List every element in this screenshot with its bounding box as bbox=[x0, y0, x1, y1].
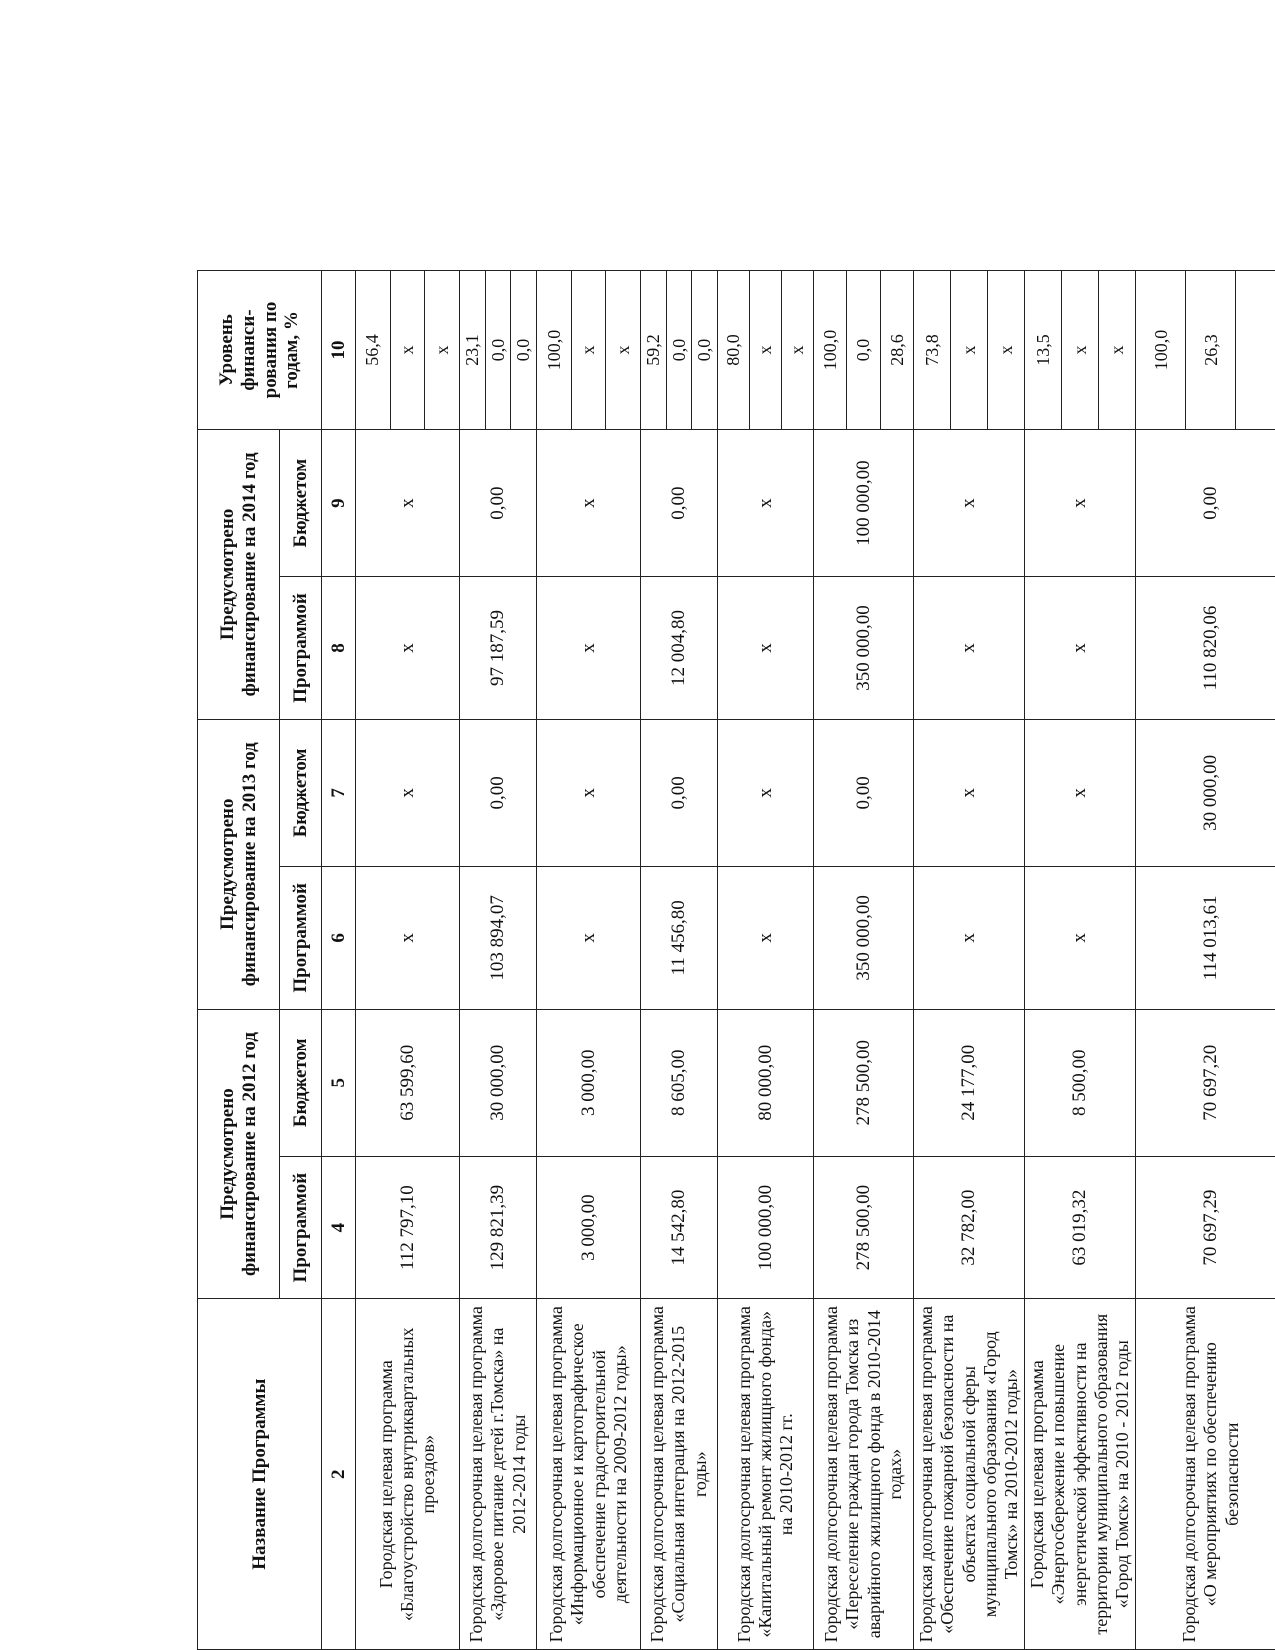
value-b2013: 0,00 bbox=[814, 719, 914, 866]
value-b2013: х bbox=[537, 719, 641, 866]
level-2013: 0,0 bbox=[485, 271, 511, 430]
value-p2012: 63 019,32 bbox=[1025, 1156, 1136, 1299]
value-b2013: х bbox=[914, 719, 1025, 866]
table-row bbox=[718, 271, 750, 1650]
value-b2013: 0,00 bbox=[641, 719, 718, 866]
level-2014: х bbox=[782, 271, 814, 430]
value-b2012: 30 000,00 bbox=[459, 1009, 536, 1156]
column-number: 4 bbox=[322, 1156, 356, 1299]
program-name: Городская долгосрочная целевая программа «Здоровое питание детей г.Томска» на 2012-2014 годы bbox=[459, 1299, 536, 1650]
level-2013: 0,0 bbox=[666, 271, 692, 430]
value-p2012: 129 821,39 bbox=[459, 1156, 536, 1299]
value-p2012: 70 697,29 bbox=[1136, 1156, 1275, 1299]
value-b2013: 0,00 bbox=[459, 719, 536, 866]
subheader-budget: Бюджетом bbox=[280, 429, 322, 576]
value-b2012: 8 500,00 bbox=[1025, 1009, 1136, 1156]
level-2013: х bbox=[750, 271, 782, 430]
column-number: 9 bbox=[322, 429, 356, 576]
program-name: Городская долгосрочная целевая программа «Обеспечение пожарной безопасности на объектах социальной сферы муниципального образования «Город Томск» на 2010-2012 годы» bbox=[914, 1299, 1025, 1650]
value-b2012: 24 177,00 bbox=[914, 1009, 1025, 1156]
column-number: 8 bbox=[322, 577, 356, 720]
value-p2012: 278 500,00 bbox=[814, 1156, 914, 1299]
value-p2014: 97 187,59 bbox=[459, 577, 536, 720]
header-level: Уровень финанси-рования по годам, % bbox=[198, 271, 322, 430]
header-2014: Предусмотрено финансирование на 2014 год bbox=[198, 429, 280, 719]
level-2014: 28,6 bbox=[880, 271, 913, 430]
table-row bbox=[459, 271, 485, 1650]
program-name: Городская долгосрочная целевая программа «О мероприятиях по обеспечению безопасности bbox=[1136, 1299, 1275, 1650]
program-name: Городская долгосрочная целевая программа «Капитальный ремонт жилищного фонда» на 2010-2012 гг. bbox=[718, 1299, 814, 1650]
value-p2013: 11 456,80 bbox=[641, 867, 718, 1010]
level-2013: х bbox=[951, 271, 988, 430]
value-b2012: 70 697,20 bbox=[1136, 1009, 1275, 1156]
value-b2013: х bbox=[1025, 719, 1136, 866]
table-row bbox=[641, 271, 667, 1650]
subheader-program: Программой bbox=[280, 577, 322, 720]
column-number: 2 bbox=[322, 1299, 356, 1650]
level-2012: 100,0 bbox=[537, 271, 572, 430]
table-row bbox=[914, 271, 951, 1650]
value-b2014: х bbox=[1025, 429, 1136, 576]
value-p2014: х bbox=[914, 577, 1025, 720]
level-2013: х bbox=[1062, 271, 1099, 430]
table-row bbox=[1025, 271, 1062, 1650]
value-p2014: 350 000,00 bbox=[814, 577, 914, 720]
level-2014: х bbox=[1099, 271, 1136, 430]
level-2012: 23,1 bbox=[459, 271, 485, 430]
value-p2013: 350 000,00 bbox=[814, 867, 914, 1010]
program-name: Городская долгосрочная целевая программа «Переселение граждан города Томска из аварийного жилищного фонда в 2010-2014 годах» bbox=[814, 1299, 914, 1650]
value-p2014: х bbox=[1025, 577, 1136, 720]
level-2013: 0,0 bbox=[847, 271, 880, 430]
value-b2014: 0,00 bbox=[459, 429, 536, 576]
value-b2012: 63 599,60 bbox=[356, 1009, 460, 1156]
level-2013: х bbox=[390, 271, 425, 430]
subheader-budget: Бюджетом bbox=[280, 719, 322, 866]
value-p2012: 32 782,00 bbox=[914, 1156, 1025, 1299]
level-2014: х bbox=[425, 271, 460, 430]
header-program-name: Название Программы bbox=[198, 1299, 322, 1650]
level-2014 bbox=[1236, 271, 1275, 430]
value-p2012: 100 000,00 bbox=[718, 1156, 814, 1299]
value-b2014: х bbox=[914, 429, 1025, 576]
level-2012: 56,4 bbox=[356, 271, 391, 430]
program-name: Городская долгосрочная целевая программа «Информационное и картографическое обеспечение градостроительной деятельности на 2009-2012 годы» bbox=[537, 1299, 641, 1650]
program-financing-table bbox=[197, 270, 1275, 1650]
value-b2014: 100 000,00 bbox=[814, 429, 914, 576]
program-name: Городская целевая программа «Благоустройство внутриквартальных проездов» bbox=[356, 1299, 460, 1650]
value-b2014: 0,00 bbox=[1136, 429, 1275, 576]
level-2012: 80,0 bbox=[718, 271, 750, 430]
value-b2012: 80 000,00 bbox=[718, 1009, 814, 1156]
level-2012: 73,8 bbox=[914, 271, 951, 430]
value-b2014: 0,00 bbox=[641, 429, 718, 576]
value-p2013: х bbox=[356, 867, 460, 1010]
value-p2013: х bbox=[718, 867, 814, 1010]
table-row bbox=[814, 271, 847, 1650]
level-2014: 0,0 bbox=[511, 271, 537, 430]
value-p2012: 3 000,00 bbox=[537, 1156, 641, 1299]
level-2014: х bbox=[606, 271, 641, 430]
program-name: Городская целевая программа «Энергосбережение и повышение энергетической эффективности на территории муниципального образования «Город Томск» на 2010 - 2012 годы bbox=[1025, 1299, 1136, 1650]
header-2012: Предусмотрено финансирование на 2012 год bbox=[198, 1009, 280, 1299]
value-b2012: 278 500,00 bbox=[814, 1009, 914, 1156]
column-number: 6 bbox=[322, 867, 356, 1010]
value-b2014: х bbox=[718, 429, 814, 576]
value-p2014: 110 820,06 bbox=[1136, 577, 1275, 720]
value-p2013: х bbox=[537, 867, 641, 1010]
level-2012: 100,0 bbox=[814, 271, 847, 430]
value-p2013: 114 013,61 bbox=[1136, 867, 1275, 1010]
level-2012: 59,2 bbox=[641, 271, 667, 430]
subheader-budget: Бюджетом bbox=[280, 1009, 322, 1156]
column-number: 7 bbox=[322, 719, 356, 866]
program-name: Городская долгосрочная целевая программа «Социальная интеграция на 2012-2015 годы» bbox=[641, 1299, 718, 1650]
value-b2012: 3 000,00 bbox=[537, 1009, 641, 1156]
level-2014: х bbox=[988, 271, 1025, 430]
value-p2014: х bbox=[356, 577, 460, 720]
value-p2013: х bbox=[914, 867, 1025, 1010]
value-p2012: 112 797,10 bbox=[356, 1156, 460, 1299]
value-b2013: х bbox=[356, 719, 460, 866]
value-p2014: х bbox=[537, 577, 641, 720]
value-b2013: 30 000,00 bbox=[1136, 719, 1275, 866]
table-row bbox=[1136, 271, 1186, 1650]
rotated-page bbox=[197, 270, 1275, 1650]
value-b2013: х bbox=[718, 719, 814, 866]
value-p2014: 12 004,80 bbox=[641, 577, 718, 720]
table-row bbox=[537, 271, 572, 1650]
value-b2014: х bbox=[356, 429, 460, 576]
column-number: 5 bbox=[322, 1009, 356, 1156]
header-2013: Предусмотрено финансирование на 2013 год bbox=[198, 719, 280, 1009]
value-p2014: х bbox=[718, 577, 814, 720]
subheader-program: Программой bbox=[280, 1156, 322, 1299]
level-2012: 100,0 bbox=[1136, 271, 1186, 430]
level-2014: 0,0 bbox=[692, 271, 718, 430]
column-number: 10 bbox=[322, 271, 356, 430]
value-b2012: 8 605,00 bbox=[641, 1009, 718, 1156]
value-p2012: 14 542,80 bbox=[641, 1156, 718, 1299]
value-p2013: х bbox=[1025, 867, 1136, 1010]
level-2013: 26,3 bbox=[1186, 271, 1236, 430]
table-row bbox=[356, 271, 391, 1650]
value-b2014: х bbox=[537, 429, 641, 576]
level-2013: х bbox=[571, 271, 606, 430]
level-2012: 13,5 bbox=[1025, 271, 1062, 430]
value-p2013: 103 894,07 bbox=[459, 867, 536, 1010]
subheader-program: Программой bbox=[280, 867, 322, 1010]
